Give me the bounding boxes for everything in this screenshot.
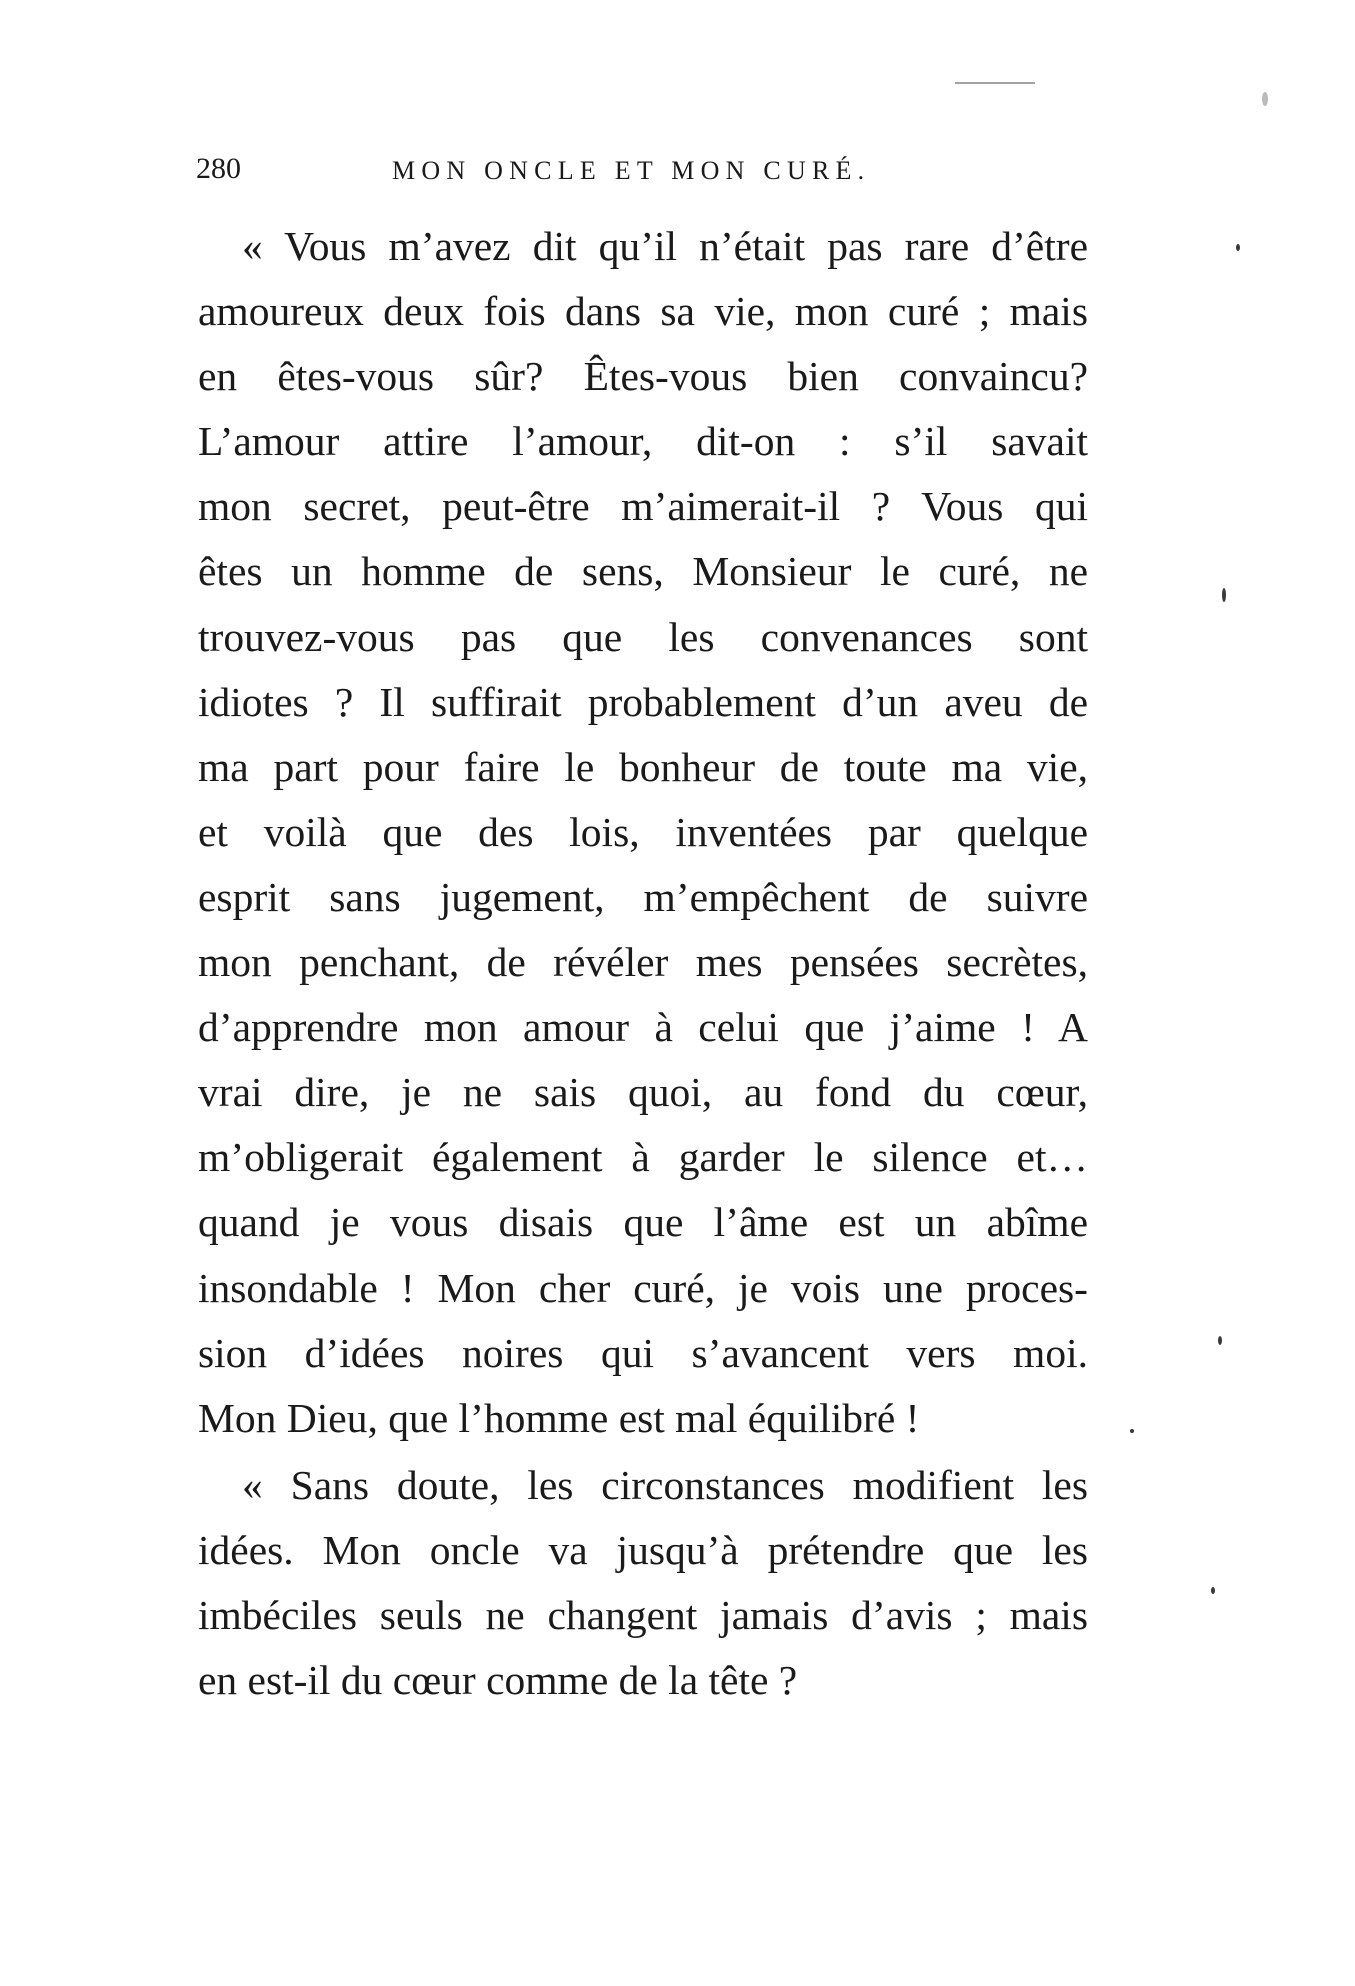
text-line: trouvez-vous pas que les convenances sont (198, 613, 1088, 660)
text-line: et voilà que des lois, inventées par quelque (198, 808, 1088, 855)
text-line: esprit sans jugement, m’empêchent de suivre (198, 873, 1088, 920)
text-line: êtes un homme de sens, Monsieur le curé, ne (198, 548, 1088, 595)
text-line: en est-il du cœur comme de la tête ? (198, 1657, 798, 1704)
paragraph (198, 1453, 1088, 1713)
scan-speck (1222, 588, 1226, 602)
text-line: insondable ! Mon cher curé, je vois une proces- (198, 1264, 1088, 1311)
text-line: idiotes ? Il suffirait probablement d’un aveu de (198, 678, 1088, 725)
text-line: L’amour attire l’amour, dit-on : s’il savait (198, 418, 1088, 465)
text-line: vrai dire, je ne sais quoi, au fond du cœur, (198, 1069, 1088, 1116)
text-line: Mon Dieu, que l’homme est mal équilibré ! (198, 1394, 920, 1441)
text-line: ma part pour faire le bonheur de toute ma vie, (198, 743, 1088, 790)
text-line: quand je vous disais que l’âme est un abîme (198, 1199, 1088, 1246)
scan-mark (955, 82, 1035, 84)
text-line: m’obligerait également à garder le silence et… (198, 1134, 1088, 1181)
scan-speck (1262, 92, 1268, 106)
scan-speck (1236, 244, 1240, 251)
text-line: amoureux deux fois dans sa vie, mon curé ; mais (198, 288, 1088, 335)
body-text (198, 214, 1088, 1713)
text-line: « Sans doute, les circonstances modifient les (242, 1461, 1088, 1508)
scan-speck (1218, 1336, 1222, 1345)
text-line: « Vous m’avez dit qu’il n’était pas rare d’être (242, 223, 1088, 269)
paragraph (198, 214, 1088, 1451)
scan-speck (1130, 1429, 1134, 1433)
page-number: 280 (196, 152, 241, 185)
text-line: sion d’idées noires qui s’avancent vers moi. (198, 1329, 1088, 1376)
text-line: d’apprendre mon amour à celui que j’aime ! A (198, 1004, 1088, 1051)
running-head (196, 152, 1090, 192)
running-title: MON ONCLE ET MON CURÉ. (392, 156, 871, 185)
text-line: en êtes-vous sûr? Êtes-vous bien convaincu? (198, 353, 1088, 400)
text-line: imbéciles seuls ne changent jamais d’avis ; mais (198, 1591, 1088, 1638)
scan-speck (1211, 1587, 1215, 1594)
text-line: mon secret, peut-être m’aimerait-il ? Vous qui (198, 483, 1088, 530)
text-line: idées. Mon oncle va jusqu’à prétendre que les (198, 1526, 1088, 1573)
text-line: mon penchant, de révéler mes pensées secrètes, (198, 939, 1088, 986)
